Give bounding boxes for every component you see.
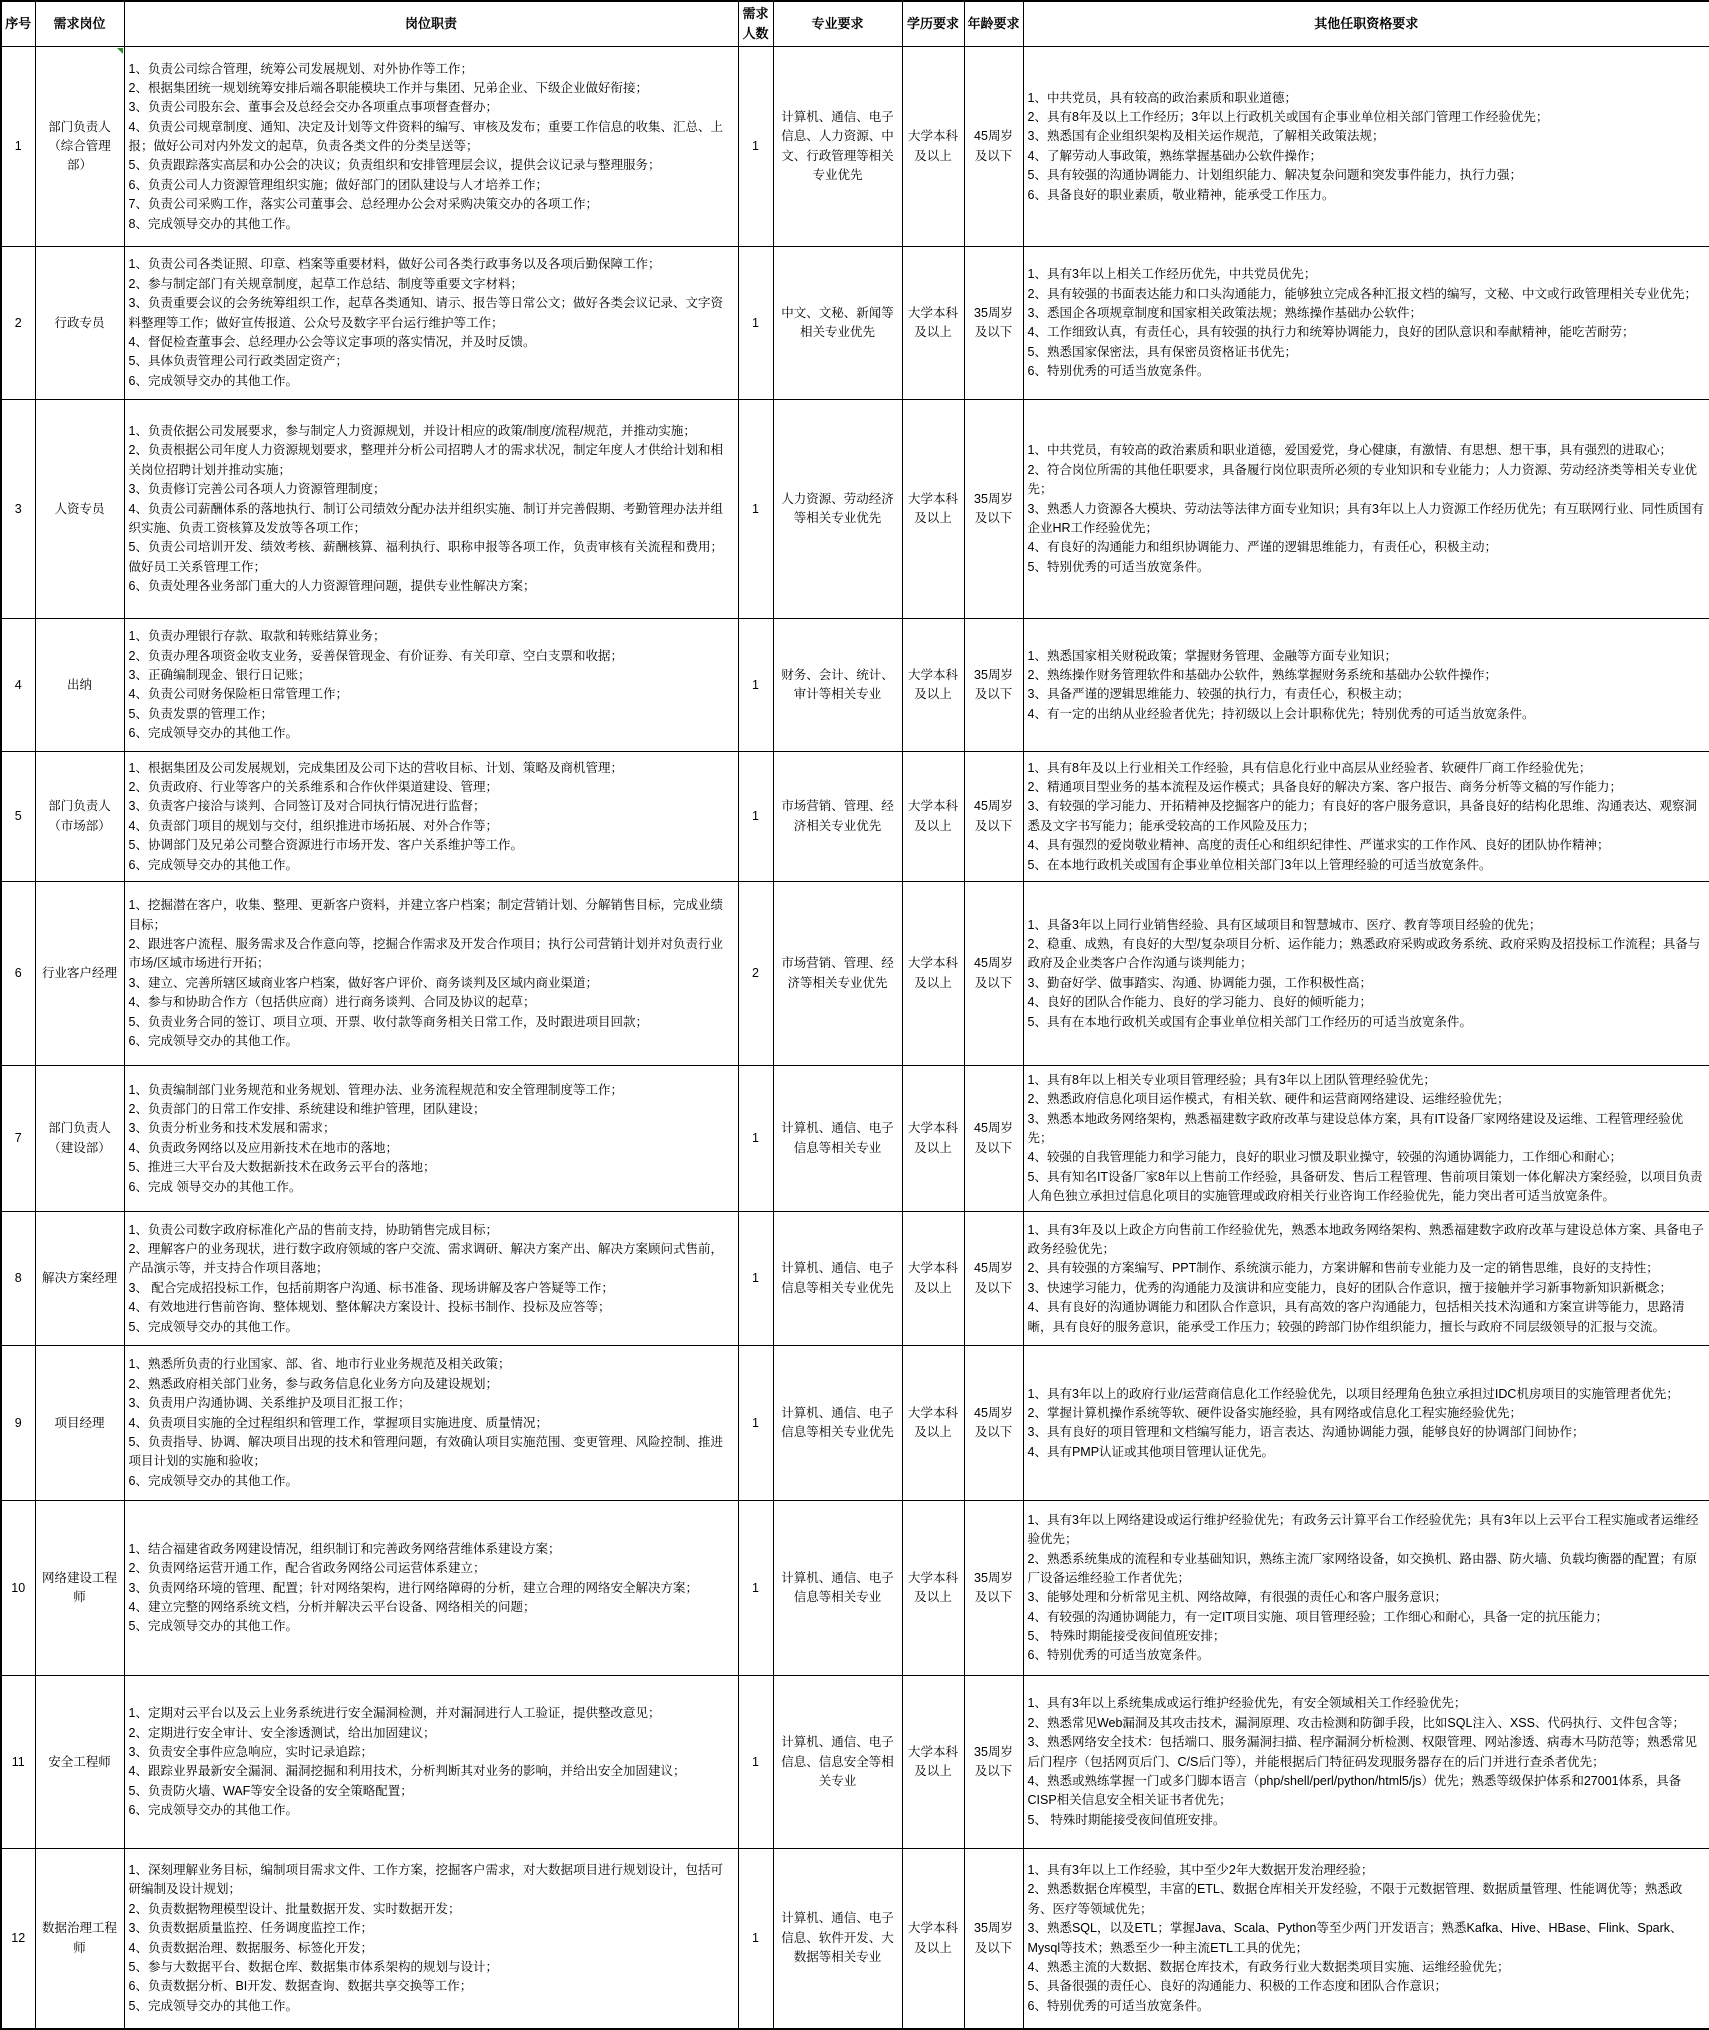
duty-item: 1、结合福建省政务网建设情况，组织制订和完善政务网络营维体系建设方案； [128,1541,561,1556]
headcount-value: 1 [738,247,773,400]
duty-item: 6、完成领导交办的其他工作。 [128,373,298,388]
headcount-value: 1 [738,47,773,247]
qualification-item: 2、熟悉系统集成的流程和专业基础知识，熟练主流厂家网络设备，如交换机、路由器、防火墙、负载均衡器的配置；有原厂设备运维经验工作者优先； [1027,1551,1697,1585]
qualifications-cell [1023,752,1709,882]
headcount-value: 1 [738,1066,773,1212]
duty-item: 6、负责公司人力资源管理组织实施；做好部门的团队建设与人才培养工作； [128,177,548,192]
row-serial-number: 4 [1,619,35,752]
position-name: 出纳 [35,619,124,752]
qualification-item: 1、中共党员，具有较高的政治素质和职业道德； [1027,90,1297,105]
position-name: 数据治理工程师 [35,1849,124,2029]
qualification-item: 6、具备良好的职业素质，敬业精神，能承受工作压力。 [1027,187,1335,202]
age-requirement: 45周岁及以下 [964,1212,1023,1346]
major-requirement: 计算机、通信、电子信息、人力资源、中文、行政管理等相关专业优先 [773,47,902,247]
duty-item: 1、负责办理银行存款、取款和转账结算业务； [128,629,386,644]
headcount-value: 1 [738,1676,773,1849]
table-row [1,752,1709,882]
duty-item: 2、定期进行安全审计、安全渗透测试，给出加固建议； [128,1725,436,1740]
duty-item: 5、具体负责管理公司行政类固定资产； [128,354,348,369]
qualification-item: 3、悉国企各项规章制度和国家相关政策法规；熟练操作基础办公软件； [1027,305,1422,320]
duty-item: 5、协调部门及兄弟公司整合资源进行市场开发、客户关系维护等工作。 [128,838,523,853]
qualification-item: 3、能够处理和分析常见主机、网络故障，有很强的责任心和客户服务意识； [1027,1590,1447,1605]
duty-item: 1、根据集团及公司发展规划，完成集团及公司下达的营收目标、计划、策略及商机管理； [128,760,623,775]
table-header [1,1,1709,47]
qualification-item: 4、熟悉主流的大数据、数据仓库技术，有政务行业大数据类项目实施、运维经验优先； [1027,1959,1510,1974]
education-requirement: 大学本科及以上 [902,752,964,882]
duty-item: 5、参与大数据平台、数据仓库、数据集市体系架构的规划与设计； [128,1959,498,1974]
qualification-item: 2、具有较强的方案编写、PPT制作、系统演示能力，方案讲解和售前专业能力及一定的销售思维，良好的支持性； [1027,1261,1659,1276]
qualification-item: 3、具有良好的项目管理和文档编写能力，语言表达、沟通协调能力强，能够良好的协调部门间协作； [1027,1425,1585,1440]
table-row [1,1501,1709,1676]
duties-cell [124,1676,738,1849]
education-requirement: 大学本科及以上 [902,1212,964,1346]
qualification-item: 1、熟悉国家相关财税政策；掌握财务管理、金融等方面专业知识； [1027,648,1397,663]
qualification-item: 5、熟悉国家保密法，具有保密员资格证书优先； [1027,344,1297,359]
row-serial-number: 10 [1,1501,35,1676]
row-serial-number: 5 [1,752,35,882]
qualifications-cell [1023,1849,1709,2029]
duty-item: 5、负责防火墙、WAF等安全设备的安全策略配置； [128,1783,413,1798]
header-headcount: 需求人数 [738,1,773,47]
qualification-item: 5、具有在本地行政机关或国有企事业单位相关部门工作经历的可适当放宽条件。 [1027,1014,1472,1029]
qualification-item: 3、熟悉人力资源各大模块、劳动法等法律方面专业知识；具有3年以上人力资源工作经历优先；有互联网行业、同性质国有企业HR工作经验优先； [1027,501,1704,535]
qualification-item: 2、熟练操作财务管理软件和基础办公软件，熟练掌握财务系统和基础办公软件操作； [1027,667,1497,682]
qualifications-cell [1023,619,1709,752]
qualification-item: 1、具有3年以上网络建设或运行维护经验优先；有政务云计算平台工作经验优先；具有3年以上云平台工程实施或者运维经验优先； [1027,1512,1699,1547]
qualifications-cell [1023,1066,1709,1212]
qualification-item: 3、快速学习能力，优秀的沟通能力及演讲和应变能力，良好的团队合作意识，擅于接触并学习新事物新知识新概念； [1027,1280,1672,1295]
age-requirement: 35周岁及以下 [964,1849,1023,2029]
table-row [1,882,1709,1066]
qualification-item: 5、特别优秀的可适当放宽条件。 [1027,559,1210,574]
qualifications-cell [1023,1212,1709,1346]
headcount-value: 1 [738,619,773,752]
duty-item: 6、完成领导交办的其他工作。 [128,726,298,741]
duty-item: 5、负责发票的管理工作； [128,706,273,721]
qualifications-cell [1023,1501,1709,1676]
row-serial-number: 8 [1,1212,35,1346]
table-body [1,47,1709,2029]
duty-item: 6、负责处理各业务部门重大的人力资源管理问题，提供专业性解决方案； [128,579,536,594]
duties-cell [124,1501,738,1676]
major-requirement: 计算机、通信、电子信息等相关专业优先 [773,1346,902,1501]
major-requirement: 计算机、通信、电子信息等相关专业 [773,1501,902,1676]
position-name: 行业客户经理 [35,882,124,1066]
duty-item: 4、参与和协助合作方（包括供应商）进行商务谈判、合同及协议的起草； [128,995,536,1010]
qualification-item: 6、特别优秀的可适当放宽条件。 [1027,1648,1210,1663]
age-requirement: 45周岁及以下 [964,752,1023,882]
education-requirement: 大学本科及以上 [902,619,964,752]
qualification-item: 2、具有较强的书面表达能力和口头沟通能力，能够独立完成各种汇报文档的编写，文秘、中文或行政管理相关专业优先； [1027,286,1697,301]
age-requirement: 35周岁及以下 [964,247,1023,400]
duty-item: 1、负责依据公司发展要求，参与制定人力资源规划，并设计相应的政策/制度/流程/规范，并推动实施； [128,424,696,439]
table-row [1,1212,1709,1346]
qualification-item: 1、具有8年及以上行业相关工作经验，具有信息化行业中高层从业经验者、软硬件厂商工作经验优先； [1027,760,1592,775]
duty-item: 1、负责编制部门业务规范和业务规划、管理办法、业务流程规范和安全管理制度等工作； [128,1082,623,1097]
header-education: 学历要求 [902,1,964,47]
education-requirement: 大学本科及以上 [902,400,964,619]
header-position: 需求岗位 [35,1,124,47]
table-row [1,619,1709,752]
duty-item: 4、负责公司财务保险柜日常管理工作； [128,687,348,702]
qualifications-cell [1023,1676,1709,1849]
duties-cell [124,247,738,400]
qualification-item: 4、良好的团队合作能力、良好的学习能力、良好的倾听能力； [1027,995,1372,1010]
qualification-item: 5、具有知名IT设备厂家8年以上售前工作经验，具备研发、售后工程管理、售前项目策划一体化解决方案经验，以项目负责人角色独立承担过信息化项目的实施管理或政府相关行业咨询工作经验优先，能力突出者可适当放宽条件。 [1027,1169,1703,1204]
duty-item: 2、负责网络运营开通工作，配合省政务网络公司运营体系建立； [128,1561,486,1576]
headcount-value: 2 [738,882,773,1066]
qualifications-cell [1023,47,1709,247]
header-row [1,1,1709,47]
duty-item: 3、负责用户沟通协调、关系维护及项目汇报工作； [128,1396,411,1411]
duty-item: 1、负责公司综合管理，统筹公司发展规划、对外协作等工作； [128,61,473,76]
duties-cell [124,882,738,1066]
duty-item: 5、负责指导、协调、解决项目出现的技术和管理问题，有效确认项目实施范围、变更管理、风险控制、推进项目计划的实施和验收； [128,1434,723,1469]
duties-cell [124,1212,738,1346]
age-requirement: 45周岁及以下 [964,1346,1023,1501]
major-requirement: 市场营销、管理、经济相关专业优先 [773,752,902,882]
qualification-item: 4、具有良好的沟通协调能力和团队合作意识，具有高效的客户沟通能力，包括相关技术沟通和方案宣讲等能力，思路清晰，具有良好的服务意识，能承受工作压力；较强的跨部门协作组织能力，擅长与政府不同层级领导的汇报与交流。 [1027,1300,1685,1334]
duty-item: 5、推进三大平台及大数据新技术在政务云平台的落地； [128,1160,436,1175]
duty-item: 3、负责重要会议的会务统筹组织工作，起草各类通知、请示、报告等日常公文；做好各类会议记录、文字资料整理等工作；做好宣传报道、公众号及数字平台运行维护等工作； [128,296,723,330]
qualification-item: 5、具有较强的沟通协调能力、计划组织能力、解决复杂问题和突发事件能力，执行力强； [1027,168,1522,183]
row-serial-number: 9 [1,1346,35,1501]
education-requirement: 大学本科及以上 [902,47,964,247]
qualification-item: 2、具有8年及以上工作经历；3年以上行政机关或国有企事业单位相关部门管理工作经验优先； [1027,110,1549,125]
duty-item: 5、负责公司培训开发、绩效考核、薪酬核算、福利执行、职称申报等各项工作，负责审核有关流程和费用；做好员工关系管理工作； [128,540,723,574]
major-requirement: 财务、会计、统计、审计等相关专业 [773,619,902,752]
duty-item: 4、负责政务网络以及应用新技术在地市的落地； [128,1140,398,1155]
duty-item: 2、负责数据物理模型设计、批量数据开发、实时数据开发； [128,1901,461,1916]
duty-item: 4、跟踪业界最新安全漏洞、漏洞挖掘和利用技术，分析判断其对业务的影响，并给出安全加固建议； [128,1764,686,1779]
duty-item: 2、根据集团统一规划统筹安排后端各职能模块工作并与集团、兄弟企业、下级企业做好衔接； [128,80,648,95]
qualification-item: 4、具有PMP认证或其他项目管理认证优先。 [1027,1444,1275,1459]
duties-cell [124,619,738,752]
qualification-item: 4、有良好的沟通能力和组织协调能力、严谨的逻辑思维能力，有责任心，积极主动； [1027,540,1497,555]
major-requirement: 计算机、通信、电子信息、软件开发、大数据等相关专业 [773,1849,902,2029]
row-serial-number: 11 [1,1676,35,1849]
duty-item: 4、负责项目实施的全过程组织和管理工作，掌握项目实施进度、质量情况； [128,1415,548,1430]
duty-item: 7、负责公司采购工作，落实公司董事会、总经理办公会对采购决策交办的各项工作； [128,197,598,212]
header-other-qualifications: 其他任职资格要求 [1023,1,1709,47]
duty-item: 4、负责数据治理、数据服务、标签化开发； [128,1940,373,1955]
qualification-item: 1、具有8年以上相关专业项目管理经验；具有3年以上团队管理经验优先； [1027,1072,1436,1087]
duties-cell [124,400,738,619]
qualification-item: 2、熟悉政府信息化项目运作模式，有相关软、硬件和运营商网络建设、运维经验优先； [1027,1092,1510,1107]
qualification-item: 2、稳重、成熟，有良好的大型/复杂项目分析、运作能力；熟悉政府采购或政务系统、政府采购及招投标工作流程；具备与政府及企业类客户合作沟通与谈判能力； [1027,937,1701,971]
duty-item: 2、理解客户的业务现状，进行数字政府领域的客户交流、需求调研、解决方案产出、解决方案顾问式售前，产品演示等，并支持合作项目落地； [128,1242,723,1276]
qualification-item: 5、具备很强的责任心、良好的沟通能力、积极的工作态度和团队合作意识； [1027,1979,1447,1994]
major-requirement: 市场营销、管理、经济等相关专业优先 [773,882,902,1066]
duties-cell [124,752,738,882]
qualification-item: 4、具有强烈的爱岗敬业精神、高度的责任心和组织纪律性、严谨求实的工作作风、良好的团队协作精神； [1027,838,1610,853]
duty-item: 3、建立、完善所辖区域商业客户档案，做好客户评价、商务谈判及区域内商业渠道； [128,975,598,990]
duty-item: 3、负责分析业务和技术发展和需求； [128,1121,336,1136]
row-serial-number: 3 [1,400,35,619]
headcount-value: 1 [738,1212,773,1346]
duty-item: 2、负责政府、行业等客户的关系维系和合作伙伴渠道建设、管理； [128,780,498,795]
headcount-value: 1 [738,1346,773,1501]
age-requirement: 35周岁及以下 [964,1501,1023,1676]
duty-item: 5、完成领导交办的其他工作。 [128,1998,298,2013]
qualification-item: 4、有较强的沟通协调能力，有一定IT项目实施、项目管理经验；工作细心和耐心，具备一定的抗压能力； [1027,1609,1609,1624]
qualification-item: 3、熟悉国有企业组织架构及相关运作规范，了解相关政策法规； [1027,129,1385,144]
duty-item: 6、完成领导交办的其他工作。 [128,1803,298,1818]
qualification-item: 1、具有3年及以上政企方向售前工作经验优先，熟悉本地政务网络架构、熟悉福建数字政府改革与建设总体方案、具备电子政务经验优先； [1027,1222,1704,1257]
qualification-item: 3、熟悉本地政务网络架构，熟悉福建数字政府改革与建设总体方案，具有IT设备厂家网络建设及运维、工程管理经验优先； [1027,1111,1684,1146]
qualification-item: 3、熟悉网络安全技术：包括端口、服务漏洞扫描、程序漏洞分析检测、权限管理、网站渗透、病毒木马防范等；熟悉常见后门程序（包括网页后门、C/S后门等），并能根据后门特征码发现服务器存在的后门并进行查杀者优先； [1027,1735,1697,1769]
position-name: 安全工程师 [35,1676,124,1849]
position-name: 部门负责人（市场部） [35,752,124,882]
qualification-item: 2、精通项目型业务的基本流程及运作模式；具备良好的解决方案、客户报告、商务分析等文稿的写作能力； [1027,780,1622,795]
qualification-item: 2、掌握计算机操作系统等软、硬件设备实施经验，具有网络或信息化工程实施经验优先； [1027,1405,1522,1420]
duty-item: 6、完成 领导交办的其他工作。 [128,1179,302,1194]
position-name: 项目经理 [35,1346,124,1501]
duty-item: 4、负责公司薪酬体系的落地执行、制订公司绩效分配办法并组织实施、制订并完善假期、考勤管理办法并组织实施、负责工资核算及发放等各项工作； [128,501,723,535]
education-requirement: 大学本科及以上 [902,1676,964,1849]
qualifications-cell [1023,400,1709,619]
qualification-item: 4、了解劳动人事政策，熟练掌握基础办公软件操作； [1027,148,1322,163]
duty-item: 4、有效地进行售前咨询、整体规划、整体解决方案设计、投标书制作、投标及应答等； [128,1300,611,1315]
qualification-item: 2、熟悉常见Web漏洞及其攻击技术，漏洞原理、攻击检测和防御手段，比如SQL注入、XSS、代码执行、文件包含等； [1027,1715,1685,1730]
duty-item: 6、完成领导交办的其他工作。 [128,1473,298,1488]
qualification-item: 1、具有3年以上的政府行业/运营商信息化工作经验优先，以项目经理角色独立承担过IDC机房项目的实施管理者优先； [1027,1386,1679,1401]
qualification-item: 1、具备3年以上同行业销售经验、具有区域项目和智慧城市、医疗、教育等项目经验的优先； [1027,917,1542,932]
duty-item: 1、负责公司数字政府标准化产品的售前支持，协助销售完成目标； [128,1222,498,1237]
duty-item: 3、负责公司股东会、董事会及总经会交办各项重点事项督查督办； [128,100,498,115]
age-requirement: 35周岁及以下 [964,619,1023,752]
education-requirement: 大学本科及以上 [902,882,964,1066]
duty-item: 4、建立完整的网络系统文档，分析并解决云平台设备、网络相关的问题； [128,1599,536,1614]
qualification-item: 4、有一定的出纳从业经验者优先；持初级以上会计职称优先；特别优秀的可适当放宽条件。 [1027,706,1535,721]
headcount-value: 1 [738,752,773,882]
headcount-value: 1 [738,1849,773,2029]
qualification-item: 4、工作细致认真，有责任心，具有较强的执行力和统筹协调能力，良好的团队意识和奉献精神，能吃苦耐劳； [1027,325,1635,340]
duty-item: 2、负责办理各项资金收支业务，妥善保管现金、有价证券、有关印章、空白支票和收据； [128,648,623,663]
qualification-item: 5、 特殊时期能接受夜间值班安排。 [1027,1812,1226,1827]
major-requirement: 计算机、通信、电子信息等相关专业优先 [773,1212,902,1346]
row-serial-number: 7 [1,1066,35,1212]
duty-item: 2、负责根据公司年度人力资源规划要求，整理并分析公司招聘人才的需求状况，制定年度人才供给计划和相关岗位招聘计划并推动实施； [128,443,723,477]
duty-item: 3、负责客户接洽与谈判、合同签订及对合同执行情况进行监督； [128,799,486,814]
duty-item: 1、熟悉所负责的行业国家、部、省、地市行业业务规范及相关政策； [128,1357,511,1372]
education-requirement: 大学本科及以上 [902,1066,964,1212]
header-serial-number: 序号 [1,1,35,47]
duty-item: 3、 配合完成招投标工作，包括前期客户沟通、标书准备、现场讲解及客户答疑等工作； [128,1280,614,1295]
table-row [1,247,1709,400]
duty-item: 4、督促检查董事会、总经理办公会等议定事项的落实情况，并及时反馈。 [128,334,536,349]
table-row [1,47,1709,247]
duty-item: 1、定期对云平台以及云上业务系统进行安全漏洞检测，并对漏洞进行人工验证，提供整改意见； [128,1706,661,1721]
position-name: 部门负责人（综合管理部） [35,47,124,247]
major-requirement: 计算机、通信、电子信息、信息安全等相关专业 [773,1676,902,1849]
duty-item: 6、负责数据分析、BI开发、数据查询、数据共享交换等工作； [128,1979,473,1994]
qualifications-cell [1023,882,1709,1066]
qualification-item: 4、较强的自我管理能力和学习能力，良好的职业习惯及职业操守，较强的沟通协调能力，工作细心和耐心； [1027,1150,1622,1165]
qualification-item: 3、勤奋好学、做事踏实、沟通、协调能力强，工作积极性高； [1027,975,1372,990]
qualification-item: 3、具备严谨的逻辑思维能力、较强的执行力，有责任心，积极主动； [1027,687,1410,702]
major-requirement: 人力资源、劳动经济等相关专业优先 [773,400,902,619]
qualification-item: 4、熟悉或熟练掌握一门或多门脚本语言（php/shell/perl/python/html5/js）优先；熟悉等级保护体系和27001体系，具备CISP相关信息安全相关证书者优先； [1027,1773,1682,1808]
headcount-value: 1 [738,1501,773,1676]
qualifications-cell [1023,247,1709,400]
qualification-item: 6、特别优秀的可适当放宽条件。 [1027,1998,1210,2013]
duty-item: 4、负责公司规章制度、通知、决定及计划等文件资料的编写、审核及发布；重要工作信息的收集、汇总、上报；做好公司对内外发文的起草，负责各类文件的分类呈送等； [128,119,723,154]
age-requirement: 45周岁及以下 [964,1066,1023,1212]
duty-item: 1、挖掘潜在客户，收集、整理、更新客户资料，并建立客户档案；制定营销计划、分解销售目标，完成业绩目标； [128,898,723,932]
duty-item: 5、负责业务合同的签订、项目立项、开票、收付款等商务相关日常工作，及时跟进项目回款； [128,1014,648,1029]
duties-cell [124,47,738,247]
duty-item: 2、跟进客户流程、服务需求及合作意向等，挖掘合作需求及开发合作项目；执行公司营销计划并对负责行业市场/区域市场进行开拓； [128,937,723,971]
qualification-item: 5、在本地行政机关或国有企事业单位相关部门3年以上管理经验的可适当放宽条件。 [1027,857,1492,872]
position-name: 部门负责人（建设部） [35,1066,124,1212]
row-serial-number: 1 [1,47,35,247]
duty-item: 5、完成领导交办的其他工作。 [128,1319,298,1334]
education-requirement: 大学本科及以上 [902,247,964,400]
duty-item: 8、完成领导交办的其他工作。 [128,216,298,231]
age-requirement: 35周岁及以下 [964,400,1023,619]
header-duties: 岗位职责 [124,1,738,47]
qualification-item: 2、符合岗位所需的其他任职要求，具备履行岗位职责所必须的专业知识和专业能力；人力资源、劳动经济类等相关专业优先； [1027,462,1697,497]
duties-cell [124,1849,738,2029]
qualification-item: 1、中共党员，有较高的政治素质和职业道德，爱国爱党，身心健康，有激情、有思想、想干事，具有强烈的进取心； [1027,443,1672,458]
duty-item: 2、熟悉政府相关部门业务，参与政务信息化业务方向及建设规划； [128,1376,498,1391]
education-requirement: 大学本科及以上 [902,1849,964,2029]
duty-item: 3、负责网络环境的管理、配置；针对网络架构，进行网络障碍的分析，建立合理的网络安全解决方案； [128,1580,698,1595]
table-row [1,1849,1709,2029]
duty-item: 3、负责修订完善公司各项人力资源管理制度； [128,482,386,497]
header-major: 专业要求 [773,1,902,47]
duty-item: 2、负责部门的日常工作安排、系统建设和维护管理，团队建设； [128,1102,486,1117]
qualification-item: 3、熟悉SQL，以及ETL；掌握Java、Scala、Python等至少两门开发语言；熟悉Kafka、Hive、HBase、Flink、Spark、Mysql等技术；熟悉至少一种主流ETL工具的优先； [1027,1921,1683,1955]
qualification-item: 1、具有3年以上工作经验，其中至少2年大数据开发治理经验； [1027,1863,1374,1878]
qualification-item: 1、具有3年以上系统集成或运行维护经验优先，有安全领域相关工作经验优先； [1027,1696,1467,1711]
position-name: 解决方案经理 [35,1212,124,1346]
duty-item: 5、完成领导交办的其他工作。 [128,1619,298,1634]
header-age: 年龄要求 [964,1,1023,47]
headcount-value: 1 [738,400,773,619]
duty-item: 5、负责跟踪落实高层和办公会的决议；负责组织和安排管理层会议，提供会议记录与整理服务； [128,158,661,173]
duty-item: 6、完成领导交办的其他工作。 [128,1033,298,1048]
duty-item: 1、深刻理解业务目标，编制项目需求文件、工作方案，挖掘客户需求，对大数据项目进行规划设计，包括可研编制及设计规划； [128,1863,723,1897]
major-requirement: 计算机、通信、电子信息等相关专业 [773,1066,902,1212]
duty-item: 6、完成领导交办的其他工作。 [128,857,298,872]
row-serial-number: 12 [1,1849,35,2029]
table-row [1,1346,1709,1501]
position-name: 人资专员 [35,400,124,619]
duty-item: 4、负责部门项目的规划与交付，组织推进市场拓展、对外合作等； [128,818,498,833]
age-requirement: 45周岁及以下 [964,882,1023,1066]
duties-cell [124,1066,738,1212]
education-requirement: 大学本科及以上 [902,1346,964,1501]
duty-item: 3、负责安全事件应急响应，实时记录追踪； [128,1744,373,1759]
qualifications-cell [1023,1346,1709,1501]
cell-corner-marker [117,48,123,54]
position-name: 行政专员 [35,247,124,400]
major-requirement: 中文、文秘、新闻等相关专业优先 [773,247,902,400]
row-serial-number: 6 [1,882,35,1066]
education-requirement: 大学本科及以上 [902,1501,964,1676]
age-requirement: 35周岁及以下 [964,1676,1023,1849]
duty-item: 3、正确编制现金、银行日记账； [128,667,311,682]
age-requirement: 45周岁及以下 [964,47,1023,247]
duty-item: 1、负责公司各类证照、印章、档案等重要材料，做好公司各类行政事务以及各项后勤保障工作； [128,257,661,272]
qualification-item: 1、具有3年以上相关工作经历优先，中共党员优先； [1027,267,1317,282]
row-serial-number: 2 [1,247,35,400]
duties-cell [124,1346,738,1501]
duty-item: 2、参与制定部门有关规章制度，起草工作总结、制度等重要文字材料； [128,276,523,291]
table-row [1,1676,1709,1849]
position-name: 网络建设工程师 [35,1501,124,1676]
qualification-item: 5、 特殊时期能接受夜间值班安排； [1027,1629,1226,1644]
qualification-item: 6、特别优秀的可适当放宽条件。 [1027,364,1210,379]
qualification-item: 3、有较强的学习能力、开拓精神及挖掘客户的能力；有良好的客户服务意识，具备良好的结构化思维、沟通表达、观察洞悉及文字书写能力；能承受较高的工作风险及压力； [1027,799,1697,833]
duty-item: 3、负责数据质量监控、任务调度监控工作； [128,1921,373,1936]
table-row [1,400,1709,619]
table-row [1,1066,1709,1212]
qualification-item: 2、熟悉数据仓库模型，丰富的ETL、数据仓库相关开发经验，不限于元数据管理、数据质量管理、性能调优等；熟悉政务、医疗等领域优先； [1027,1882,1683,1916]
